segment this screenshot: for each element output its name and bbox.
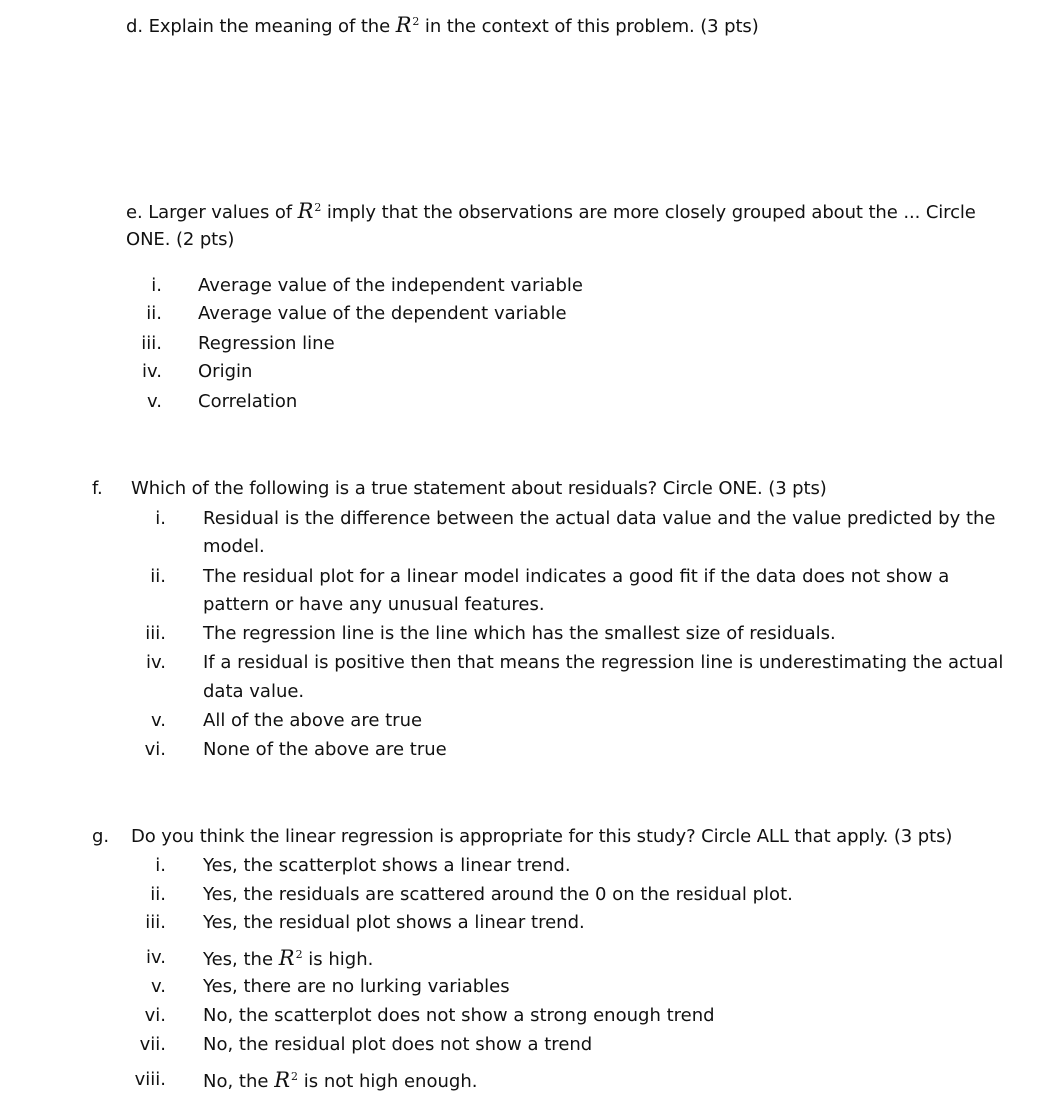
option-f-5-line1[interactable]: All of the above are true <box>203 710 423 731</box>
option-f-2-num: ii. <box>150 566 166 587</box>
option-g-5-text[interactable]: Yes, there are no lurking variables <box>203 976 510 997</box>
question-d-text-start: d. Explain the meaning of the <box>126 16 396 37</box>
option-e-3-num: iii. <box>141 333 162 354</box>
option-g-1-num: i. <box>155 855 166 876</box>
option-e-3-text[interactable]: Regression line <box>198 333 335 354</box>
option-g-6-num: vi. <box>144 1005 166 1026</box>
option-f-4-line1[interactable]: If a residual is positive then that means the regression line is underestimating the actual <box>203 652 1004 673</box>
option-f-1-num: i. <box>155 508 166 529</box>
option-g-8-text-start: No, the <box>203 1071 275 1092</box>
option-e-1-num: i. <box>151 275 162 296</box>
option-g-7-text[interactable]: No, the residual plot does not show a trend <box>203 1034 593 1055</box>
option-g-8-text[interactable] <box>203 1069 477 1093</box>
option-f-6-num: vi. <box>144 739 166 760</box>
option-f-4-line2[interactable]: data value. <box>203 681 305 702</box>
question-f-letter: f. <box>92 478 103 499</box>
option-e-2-text[interactable]: Average value of the dependent variable <box>198 303 567 324</box>
question-e <box>126 200 976 224</box>
option-g-7-num: vii. <box>139 1034 166 1055</box>
option-f-3-num: iii. <box>145 623 166 644</box>
question-e-text-start: e. Larger values of <box>126 202 298 223</box>
option-g-2-num: ii. <box>150 884 166 905</box>
option-f-2-line1[interactable]: The residual plot for a linear model indicates a good fit if the data does not show a <box>203 566 950 587</box>
option-e-4-num: iv. <box>142 361 162 382</box>
option-g-3-num: iii. <box>145 912 166 933</box>
r-squared-symbol: $R^2$ <box>395 13 420 37</box>
option-e-4-text[interactable]: Origin <box>198 361 253 382</box>
option-g-4-text[interactable] <box>203 947 373 971</box>
question-f-text: Which of the following is a true statement about residuals? Circle ONE. (3 pts) <box>131 478 827 499</box>
option-f-3-line1[interactable]: The regression line is the line which has the smallest size of residuals. <box>203 623 836 644</box>
option-f-2-line2[interactable]: pattern or have any unusual features. <box>203 594 545 615</box>
question-g-letter: g. <box>92 826 110 847</box>
question-e-text-end: imply that the observations are more closely grouped about the ... Circle <box>321 202 976 223</box>
option-e-2-num: ii. <box>146 303 162 324</box>
r-squared-symbol: $R^2$ <box>278 946 303 970</box>
option-g-1-text[interactable]: Yes, the scatterplot shows a linear trend. <box>203 855 571 876</box>
option-g-4-num: iv. <box>146 947 166 968</box>
question-d <box>126 14 759 38</box>
option-g-5-num: v. <box>151 976 166 997</box>
question-e-line2: ONE. (2 pts) <box>126 229 235 250</box>
option-f-6-line1[interactable]: None of the above are true <box>203 739 447 760</box>
option-e-5-num: v. <box>147 391 162 412</box>
question-g-text: Do you think the linear regression is appropriate for this study? Circle ALL that apply. (3 pts) <box>131 826 953 847</box>
option-g-4-text-end: is high. <box>302 949 374 970</box>
option-g-2-text[interactable]: Yes, the residuals are scattered around the 0 on the residual plot. <box>203 884 793 905</box>
r-squared-symbol: $R^2$ <box>274 1068 298 1092</box>
option-e-5-text[interactable]: Correlation <box>198 391 298 412</box>
question-d-text-end: in the context of this problem. (3 pts) <box>419 16 759 37</box>
option-e-1-text[interactable]: Average value of the independent variable <box>198 275 583 296</box>
option-f-5-num: v. <box>151 710 166 731</box>
option-f-1-line1[interactable]: Residual is the difference between the actual data value and the value predicted by the <box>203 508 996 529</box>
option-g-8-num: viii. <box>134 1069 166 1090</box>
option-g-4-text-start: Yes, the <box>203 949 279 970</box>
option-g-3-text[interactable]: Yes, the residual plot shows a linear trend. <box>203 912 585 933</box>
option-g-8-text-end: is not high enough. <box>298 1071 478 1092</box>
option-f-4-num: iv. <box>146 652 166 673</box>
r-squared-symbol: $R^2$ <box>297 199 322 223</box>
option-g-6-text[interactable]: No, the scatterplot does not show a strong enough trend <box>203 1005 715 1026</box>
option-f-1-line2[interactable]: model. <box>203 536 265 557</box>
